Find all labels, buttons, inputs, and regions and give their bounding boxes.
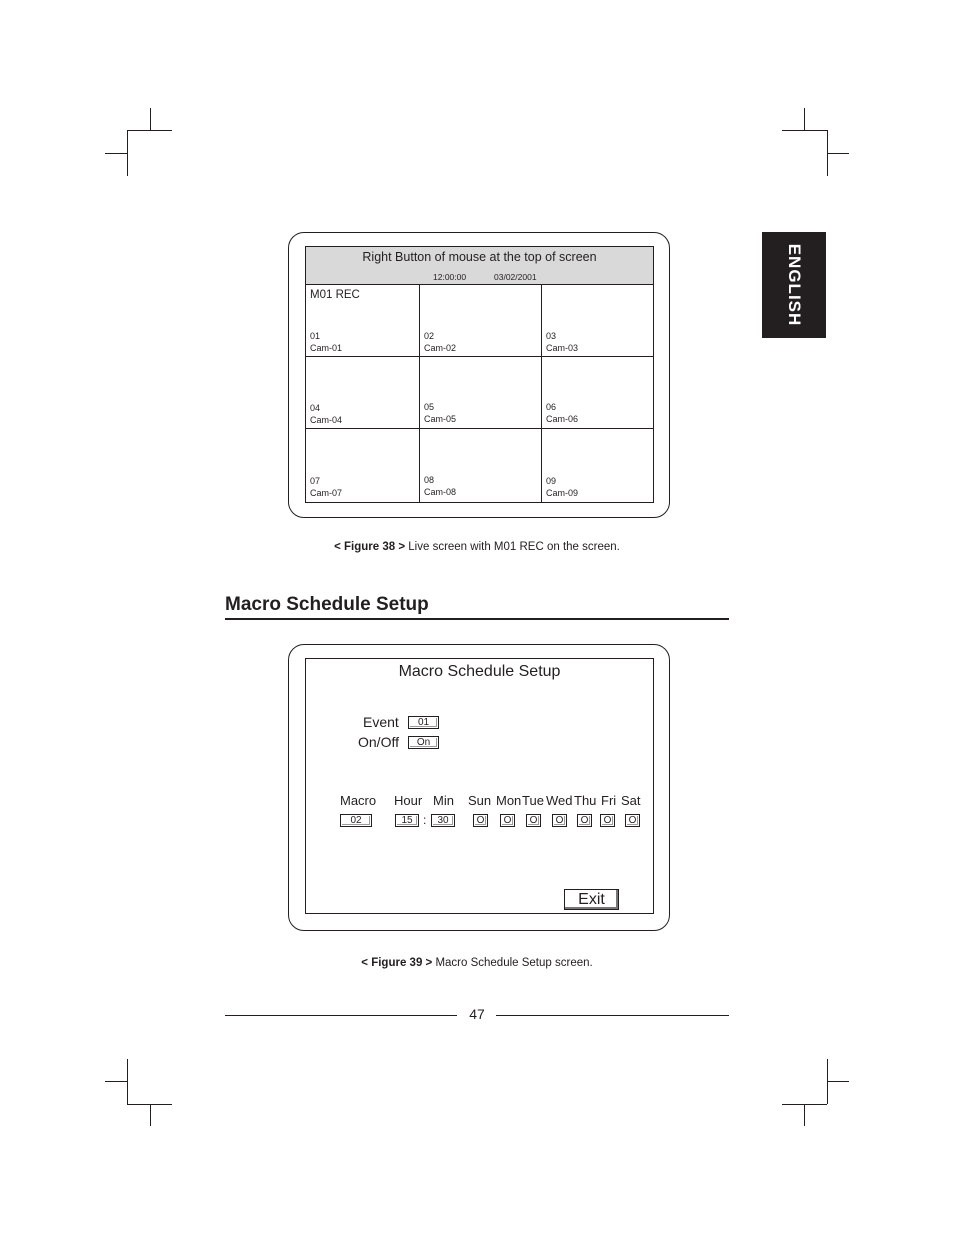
event-field[interactable]: 01 — [408, 716, 439, 729]
macro-field[interactable]: 02 — [340, 814, 372, 827]
camera-cell-09[interactable] — [542, 429, 653, 502]
page-number: 47 — [469, 1006, 485, 1022]
min-field[interactable]: 30 — [431, 814, 455, 827]
camera-number: 01 — [310, 331, 321, 341]
camera-number: 09 — [546, 476, 557, 486]
camera-number: 06 — [546, 402, 557, 412]
tue-checkbox[interactable]: O — [526, 814, 541, 827]
camera-name: Cam-07 — [310, 488, 343, 498]
footer-rule-left — [225, 1015, 457, 1016]
live-screen-header — [306, 247, 653, 285]
screen-title: Macro Schedule Setup — [398, 663, 561, 680]
event-label: Event — [363, 714, 399, 730]
hour-header: Hour — [394, 793, 423, 808]
camera-cell-03[interactable] — [542, 285, 653, 357]
figure-39-caption-text: Macro Schedule Setup screen. — [432, 957, 593, 969]
rec-status-label: M01 REC — [310, 289, 360, 301]
figure-39-caption — [0, 957, 954, 969]
camera-cell-05[interactable] — [420, 357, 542, 429]
camera-cell-07[interactable] — [306, 429, 420, 502]
camera-cell-02[interactable] — [420, 285, 542, 357]
language-tab-label: ENGLISH — [785, 243, 804, 327]
camera-name: Cam-01 — [310, 343, 343, 353]
camera-number: 04 — [310, 403, 321, 413]
wed-checkbox[interactable]: O — [552, 814, 567, 827]
camera-name: Cam-02 — [424, 343, 457, 353]
mon-header: Mon — [496, 793, 522, 808]
camera-name: Cam-05 — [424, 414, 457, 424]
sat-checkbox[interactable]: O — [625, 814, 640, 827]
figure-38-number: < Figure 38 > — [334, 541, 406, 553]
macro-header: Macro — [340, 793, 377, 808]
onoff-field[interactable]: On — [408, 736, 439, 749]
mouse-hint: Right Button of mouse at the top of screen — [362, 250, 597, 264]
language-tab — [762, 232, 826, 338]
figure-38-caption — [0, 541, 954, 553]
camera-number: 05 — [424, 402, 435, 412]
camera-number: 07 — [310, 476, 321, 486]
clock-time: 12:00:00 — [433, 272, 467, 282]
camera-number: 03 — [546, 331, 557, 341]
footer-rule-right — [496, 1015, 729, 1016]
time-separator: : — [423, 813, 427, 827]
thu-checkbox[interactable]: O — [577, 814, 592, 827]
section-title: Macro Schedule Setup — [225, 594, 429, 615]
onoff-label: On/Off — [358, 734, 399, 750]
sun-header: Sun — [468, 793, 492, 808]
exit-button[interactable]: Exit — [564, 889, 619, 910]
clock-date: 03/02/2001 — [494, 272, 537, 282]
camera-cell-04[interactable] — [306, 357, 420, 429]
camera-name: Cam-04 — [310, 415, 343, 425]
camera-cell-06[interactable] — [542, 357, 653, 429]
mon-checkbox[interactable]: O — [500, 814, 515, 827]
thu-header: Thu — [574, 793, 597, 808]
camera-name: Cam-03 — [546, 343, 579, 353]
hour-field[interactable]: 15 — [395, 814, 419, 827]
sun-checkbox[interactable]: O — [473, 814, 488, 827]
macro-schedule-screen — [305, 658, 654, 914]
live-screen — [305, 246, 654, 503]
section-rule — [225, 618, 729, 620]
wed-header: Wed — [546, 793, 573, 808]
sat-header: Sat — [621, 793, 641, 808]
camera-number: 08 — [424, 475, 435, 485]
fri-checkbox[interactable]: O — [600, 814, 615, 827]
fri-header: Fri — [601, 793, 617, 808]
figure-38-caption-text: Live screen with M01 REC on the screen. — [405, 541, 620, 553]
camera-name: Cam-09 — [546, 488, 579, 498]
camera-cell-08[interactable] — [420, 429, 542, 502]
tue-header: Tue — [522, 793, 544, 808]
camera-name: Cam-06 — [546, 414, 579, 424]
camera-cell-01[interactable] — [306, 285, 420, 357]
camera-grid — [306, 285, 653, 502]
camera-name: Cam-08 — [424, 487, 457, 497]
camera-number: 02 — [424, 331, 435, 341]
min-header: Min — [433, 793, 454, 808]
figure-39-number: < Figure 39 > — [361, 957, 433, 969]
